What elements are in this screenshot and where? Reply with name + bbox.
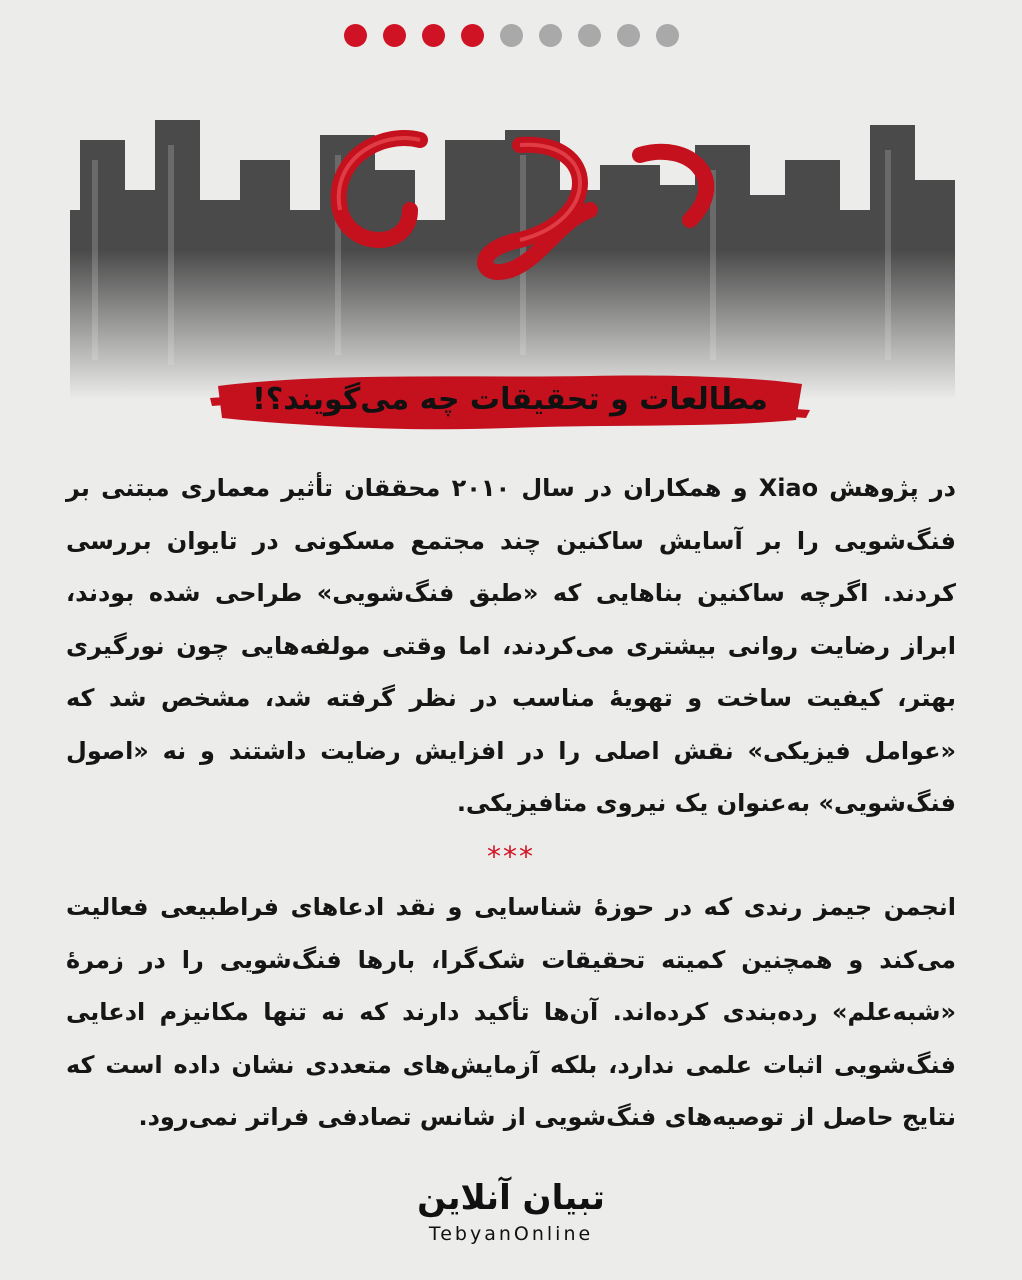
page-dot [422,24,445,47]
page-dot [656,24,679,47]
body-paragraph-2: انجمن جیمز رندی که در حوزهٔ شناسایی و نقد ادعاهای فراطبیعی فعالیت می‌کند و همچنین کمیته تحقیقات شک‌گرا، بارها فنگ‌شویی را در زمرهٔ «شبه‌علم» رده‌بندی کرده‌اند. آن‌ها تأکید دارند که نه تنها مکانیزم ادعایی فنگ‌شویی اثبات علمی ندارد، بلکه آزمایش‌های متعددی نشان داده است که نتایج حاصل از توصیه‌های فنگ‌شویی از شانس تصادفی فراتر نمی‌رود. [66,893,956,1131]
page-dot [500,24,523,47]
page-dot [461,24,484,47]
body-paragraph-1: در پژوهش Xiao و همکاران در سال ۲۰۱۰ محققان تأثیر معماری مبتنی بر فنگ‌شویی را بر آسایش ساکنین چند مجتمع مسکونی در تایوان بررسی کردند. اگرچه ساکنین بناهایی که «طبق فنگ‌شویی» طراحی شده بودند، ابراز رضایت روانی بیشتری می‌کردند، اما وقتی مولفه‌هایی چون نورگیری بهتر، کیفیت ساخت و تهویهٔ مناسب در نظر گرفته شد، مشخص شد که «عوامل فیزیکی» نقش اصلی را در افزایش رضایت داشتند و نه «اصول فنگ‌شویی» به‌عنوان یک نیروی متافیزیکی. [66,474,956,817]
page-dot [539,24,562,47]
page-dot [344,24,367,47]
section-separator: *** [487,840,535,873]
page-title: مطالعات و تحقیقات چه می‌گویند؟! [252,381,768,417]
logo-persian: تبیان آنلاین [417,1178,605,1218]
brand-logo [0,1175,1022,1247]
page-dot [383,24,406,47]
page-indicator [0,24,1022,47]
skyline-illustration [0,100,1022,400]
page-dot [617,24,640,47]
page-dot [578,24,601,47]
logo-english: TebyanOnline [428,1223,594,1245]
heading-banner [210,368,810,438]
